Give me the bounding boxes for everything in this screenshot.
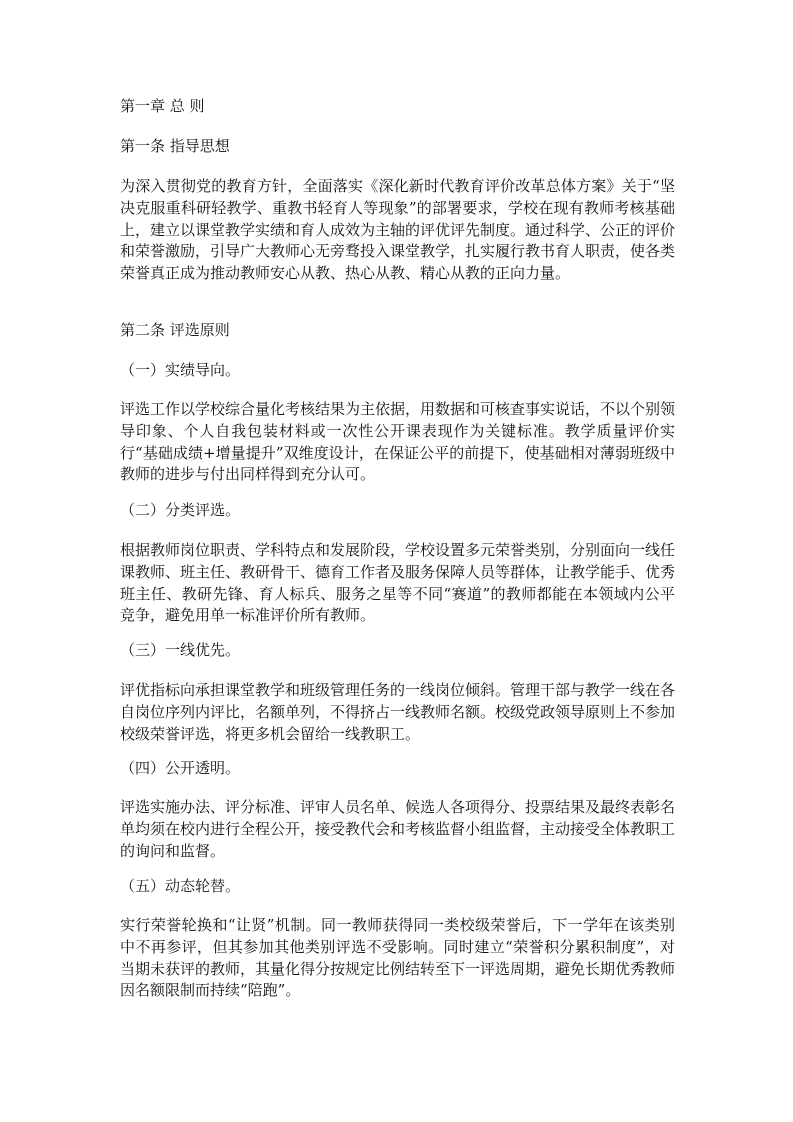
principle-1-body: 评选工作以学校综合量化考核结果为主依据，用数据和可核查事实说话，不以个别领导印象、个人自我包装材料或一次性公开课表现作为关键标准。教学质量评价实行“基础成绩+增量提升”双维度设计，在保证公平的前提下，使基础相对薄弱班级中教师的进步与付出同样得到充分认可。: [120, 400, 676, 484]
chapter-title: 第一章 总 则: [120, 97, 205, 115]
article-1-heading: 第一条 指导思想: [120, 137, 230, 155]
principle-5-title: （五）动态轮替。: [120, 877, 241, 895]
principle-2-body: 根据教师岗位职责、学科特点和发展阶段，学校设置多元荣誉类别，分别面向一线任课教师、班主任、教研骨干、德育工作者及服务保障人员等群体，让教学能手、优秀班主任、教研先锋、育人标兵、服务之星等不同“赛道”的教师都能在本领域内公平竞争，避免用单一标准评价所有教师。: [120, 541, 676, 625]
principle-4-title: （四）公开透明。: [120, 759, 241, 777]
principle-4-body: 评选实施办法、评分标准、评审人员名单、候选人各项得分、投票结果及最终表彰名单均须在校内进行全程公开，接受教代会和考核监督小组监督，主动接受全体教职工的询问和监督。: [120, 798, 676, 860]
article-2-heading: 第二条 评选原则: [120, 321, 230, 339]
principle-2-title: （二）分类评选。: [120, 501, 241, 519]
principle-1-title: （一）实绩导向。: [120, 361, 241, 379]
principle-3-title: （三）一线优先。: [120, 641, 241, 659]
principle-3-body: 评优指标向承担课堂教学和班级管理任务的一线岗位倾斜。管理干部与教学一线在各自岗位序列内评比，名额单列，不得挤占一线教师名额。校级党政领导原则上不参加校级荣誉评选，将更多机会留给一线教职工。: [120, 681, 676, 743]
article-1-body: 为深入贯彻党的教育方针，全面落实《深化新时代教育评价改革总体方案》关于“坚决克服重科研轻教学、重教书轻育人等现象”的部署要求，学校在现有教师考核基础上，建立以课堂教学实绩和育人成效为主轴的评优评先制度。通过科学、公正的评价和荣誉激励，引导广大教师心无旁骛投入课堂教学，扎实履行教书育人职责，使各类荣誉真正成为推动教师安心从教、热心从教、精心从教的正向力量。: [120, 177, 676, 283]
principle-5-body: 实行荣誉轮换和“让贤”机制。同一教师获得同一类校级荣誉后，下一学年在该类别中不再参评，但其参加其他类别评选不受影响。同时建立“荣誉积分累积制度”，对当期未获评的教师，其量化得分按规定比例结转至下一评选周期，避免长期优秀教师因名额限制而持续“陪跑”。: [120, 916, 676, 1000]
